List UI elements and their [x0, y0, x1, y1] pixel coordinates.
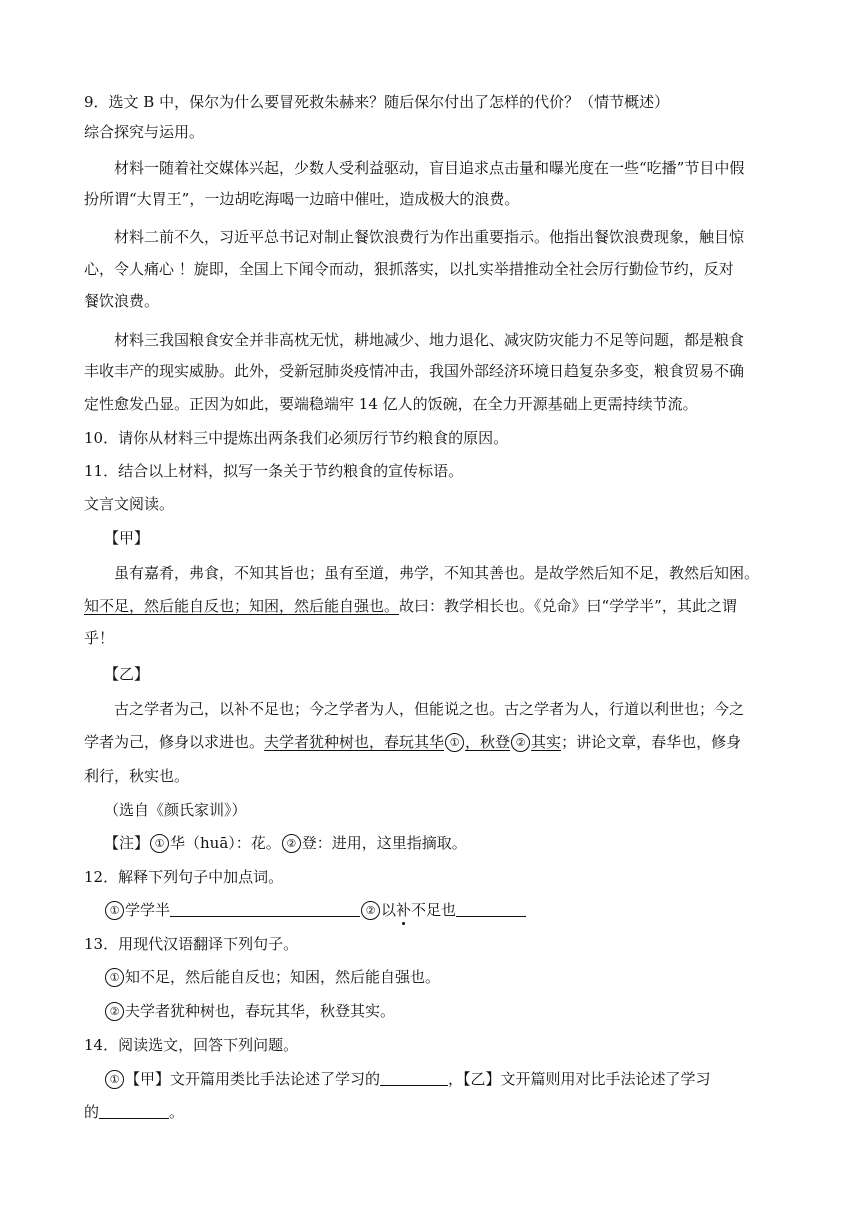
answer-blank[interactable]	[380, 1069, 448, 1086]
source-citation: （选自《颜氏家训》）	[104, 801, 247, 819]
item-marker: ①	[105, 901, 124, 920]
question-14: 14．阅读选文，回答下列问题。	[84, 1036, 299, 1054]
question-9: 9．选文 B 中，保尔为什么要冒死救朱赫来？随后保尔付出了怎样的代价？（情节概述）	[84, 93, 670, 111]
question-12-items	[104, 900, 526, 920]
underlined-text: 夫学者犹种树也，春玩其华	[264, 733, 445, 751]
material-1-line: 材料一随着社交媒体兴起，少数人受利益驱动，盲目追求点击量和曝光度在一些“吃播”节目中假	[114, 159, 745, 177]
item-text: 学学半	[125, 901, 171, 919]
answer-blank[interactable]	[456, 900, 526, 917]
item-text: ，【乙】文开篇则用对比手法论述了学习	[448, 1070, 711, 1088]
underlined-text: 其实	[531, 733, 562, 751]
item-text: 的	[84, 1103, 100, 1121]
item-marker: ①	[105, 1070, 124, 1089]
footnote-marker: ②	[511, 733, 530, 752]
material-2-line: 心，令人痛心 ！旋即，全国上下闻令而动，狠抓落实，以扎实举措推动全社会厉行勤俭节约，反对	[84, 260, 734, 278]
section-heading-classical: 文言文阅读。	[84, 495, 175, 513]
material-3-line: 材料三我国粮食安全并非高枕无忧，耕地减少、地力退化、减灾防灾能力不足等问题，都是粮食	[114, 331, 745, 349]
answer-blank[interactable]	[170, 900, 360, 917]
question-14-item-continued	[84, 1102, 184, 1122]
section-heading-comprehensive: 综合探究与运用。	[84, 123, 205, 141]
passage-text: 故曰：教学相长也。《兑命》曰“学学半”，其此之谓	[399, 597, 737, 615]
question-14-item	[104, 1069, 711, 1089]
passage-text: 学者为己，修身以求进也。	[84, 733, 265, 751]
passage-jia-line	[84, 596, 737, 616]
underlined-text: ，秋登	[465, 733, 511, 751]
passage-jia-line: 虽有嘉肴，弗食，不知其旨也；虽有至道，弗学，不知其善也。是故学然后知不足，教然后知困。	[114, 564, 760, 582]
annotation-note	[104, 833, 467, 853]
footnote-marker: ①	[150, 834, 169, 853]
question-13: 13．用现代汉语翻译下列句子。	[84, 935, 299, 953]
item-text: 知不足，然后能自反也；知困，然后能自强也。	[125, 968, 441, 986]
note-text: 登：进用，这里指摘取。	[301, 834, 467, 852]
item-text: 。	[169, 1103, 185, 1121]
item-marker: ①	[105, 968, 124, 987]
material-2-line: 餐饮浪费。	[84, 292, 160, 310]
item-marker: ②	[105, 1002, 124, 1021]
material-3-line: 丰收丰产的现实威胁。此外，受新冠肺炎疫情冲击，我国外部经济环境日趋复杂多变，粮食贸易不确	[84, 362, 745, 380]
passage-jia-line: 乎！	[84, 629, 115, 647]
passage-text: ；讲论文章，春华也，修身	[561, 733, 742, 751]
note-text: 华（huā）：花。	[170, 834, 281, 852]
material-2-line: 材料二前不久，习近平总书记对制止餐饮浪费行为作出重要指示。他指出餐饮浪费现象，触目惊	[114, 228, 745, 246]
question-13-item	[104, 967, 440, 987]
item-text: 【甲】文开篇用类比手法论述了学习的	[125, 1070, 381, 1088]
material-1-line: 扮所谓“大胃王”，一边胡吃海喝一边暗中催吐，造成极大的浪费。	[84, 190, 520, 208]
item-text: 以	[381, 901, 397, 919]
question-11: 11．结合以上材料，拟写一条关于节约粮食的宣传标语。	[84, 462, 464, 480]
passage-yi-line: 利行，秋实也。	[84, 767, 190, 785]
footnote-marker: ①	[445, 733, 464, 752]
underlined-sentence	[264, 733, 561, 751]
item-text: 夫学者犹种树也，春玩其华，秋登其实。	[125, 1002, 396, 1020]
note-label: 【注】	[104, 834, 150, 852]
material-3-line: 定性愈发凸显。正因为如此，要端稳端牢 14 亿人的饭碗，在全力开源基础上更需持续节流。	[84, 395, 698, 413]
footnote-marker: ②	[282, 834, 301, 853]
dotted-word: 补	[396, 901, 412, 919]
passage-yi-line: 古之学者为己，以补不足也；今之学者为人，但能说之也。古之学者为人，行道以利世也；今之	[114, 700, 745, 718]
passage-yi-label: 【乙】	[104, 665, 150, 683]
underlined-sentence: 知不足，然后能自反也；知困，然后能自强也。	[84, 597, 400, 615]
question-10: 10．请你从材料三中提炼出两条我们必须厉行节约粮食的原因。	[84, 429, 509, 447]
question-13-item	[104, 1001, 395, 1021]
item-marker: ②	[361, 901, 380, 920]
answer-blank[interactable]	[99, 1102, 169, 1119]
item-text: 不足也	[411, 901, 457, 919]
question-12: 12．解释下列句子中加点词。	[84, 868, 284, 886]
passage-jia-label: 【甲】	[104, 529, 150, 547]
passage-yi-line	[84, 732, 741, 752]
